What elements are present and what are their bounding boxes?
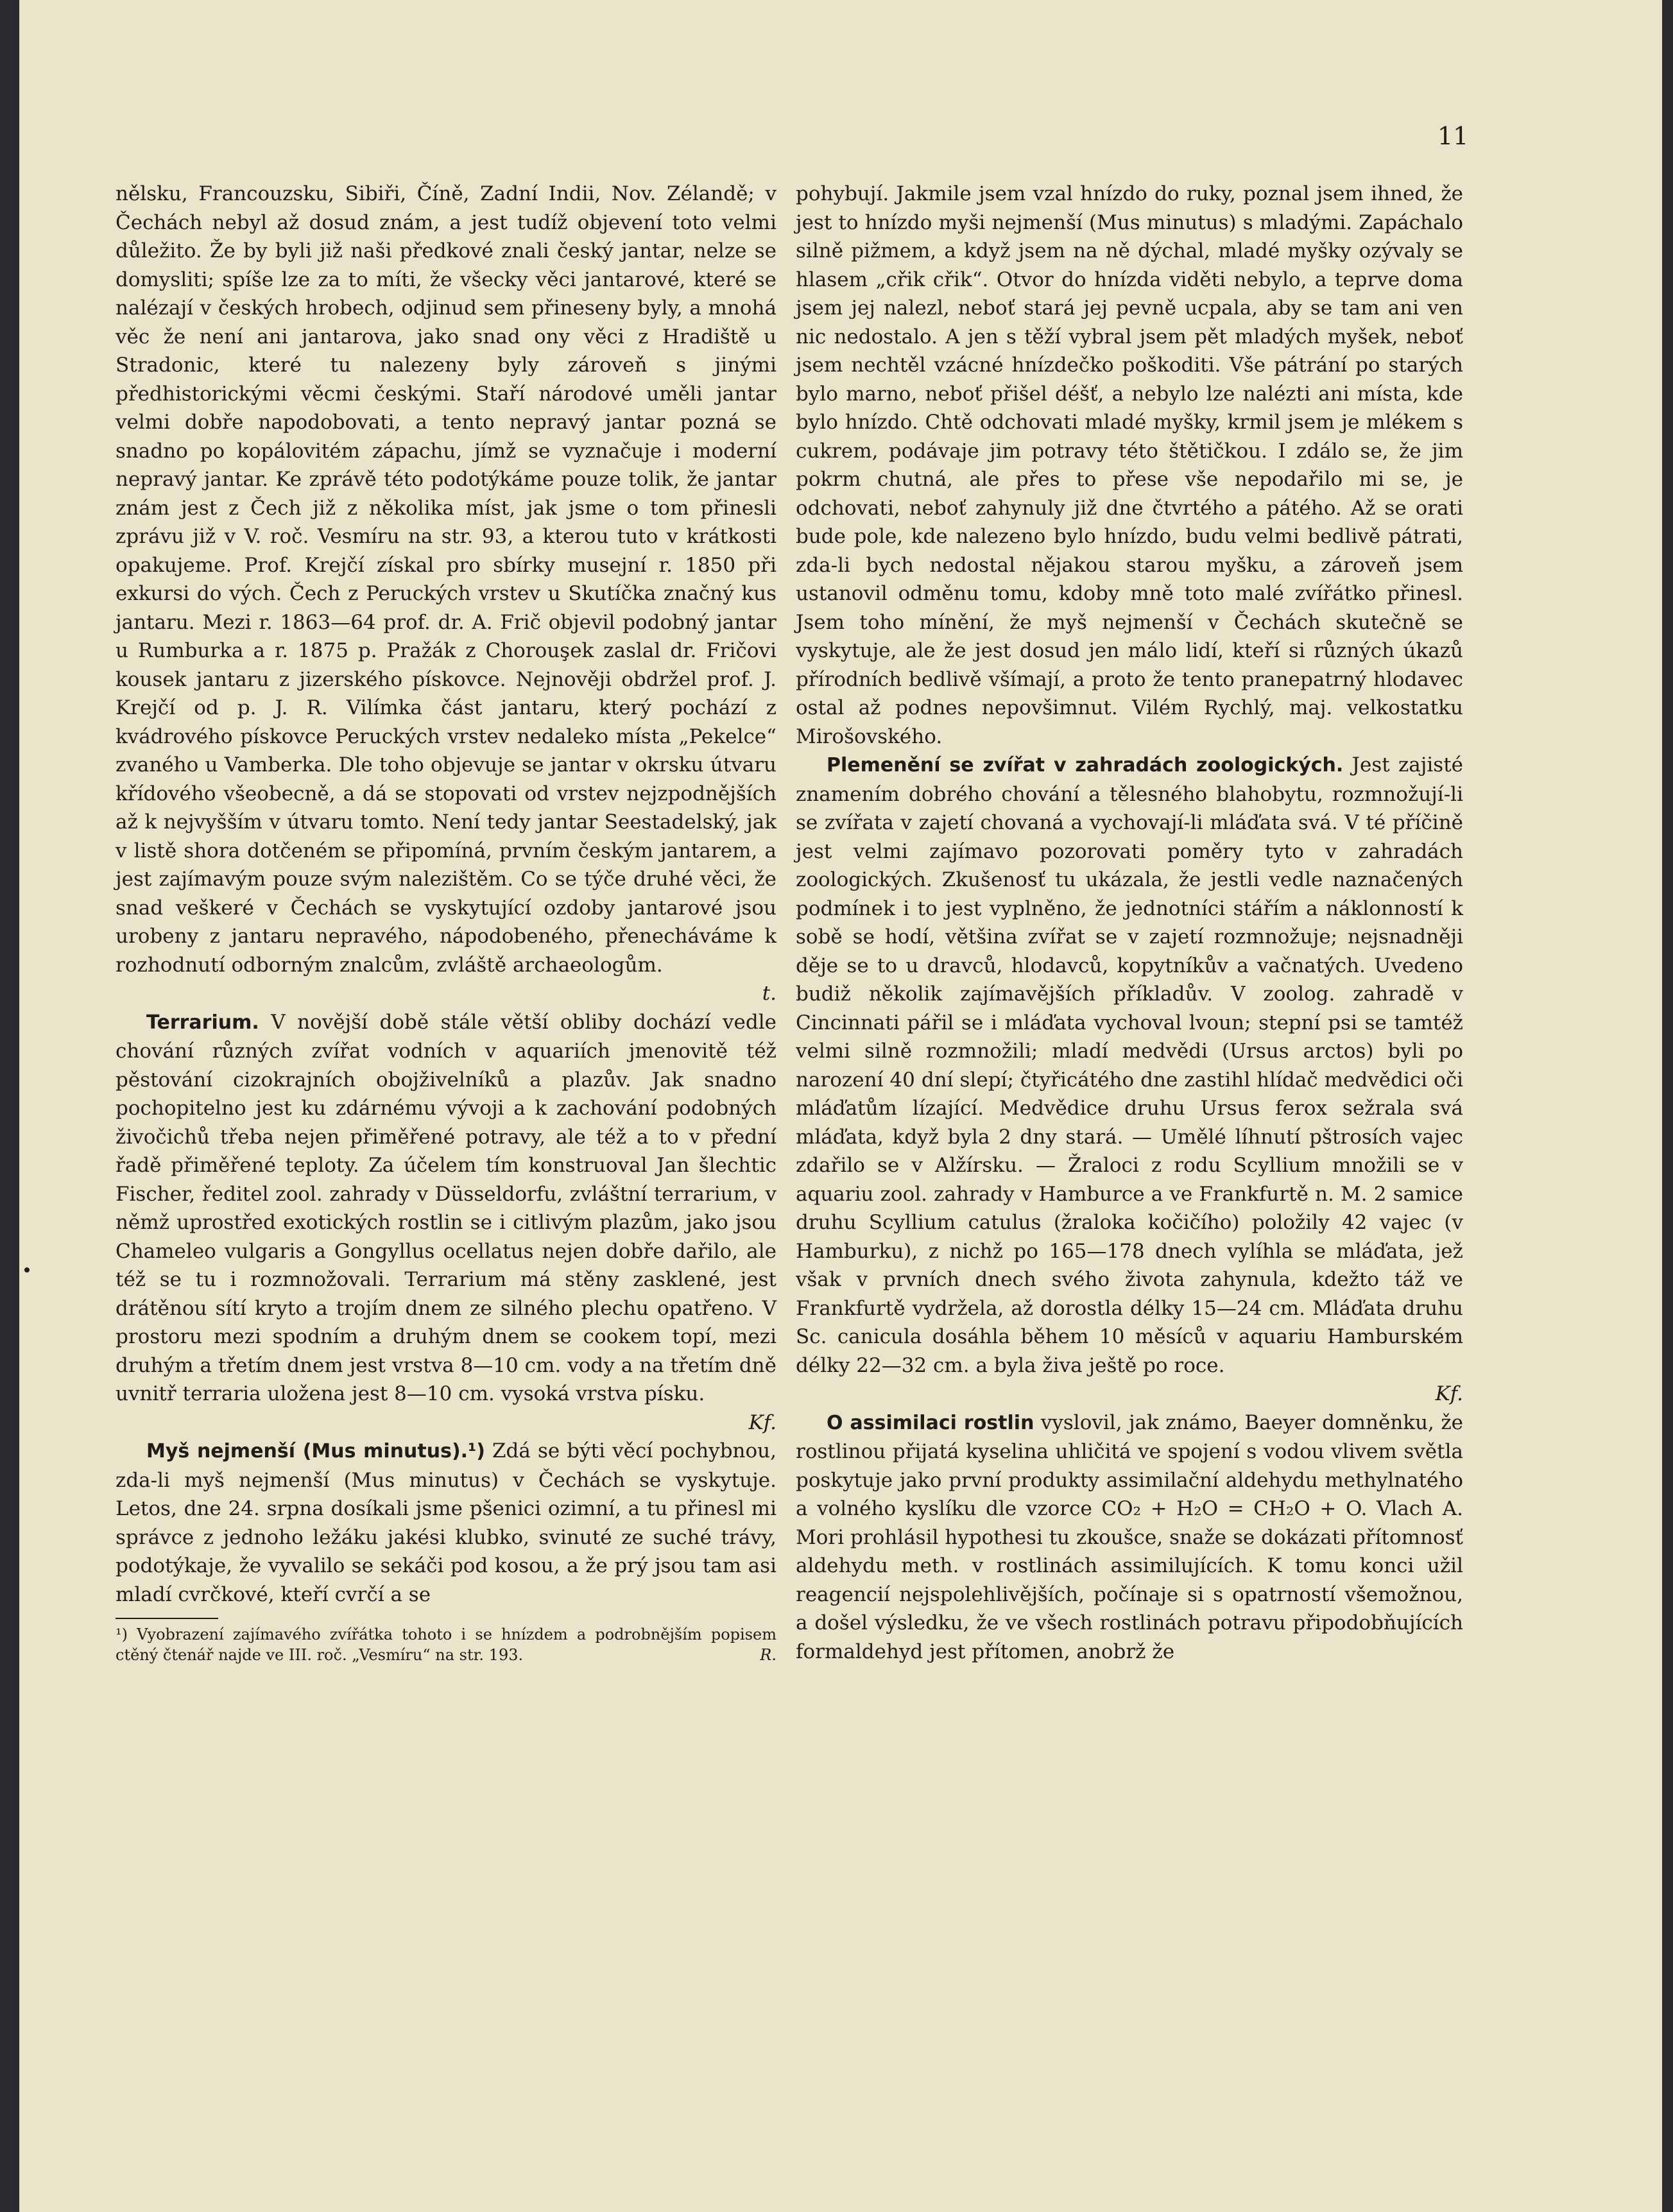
footnote-rule <box>116 1618 218 1619</box>
footnote-signature: R. <box>760 1646 776 1664</box>
mys-heading: Myš nejmenší (Mus minutus).¹) <box>146 1440 485 1462</box>
terrarium-heading: Terrarium. <box>146 1011 259 1034</box>
plemeneni-text: Jest zajisté znamením dobrého chování a tělesného blahobytu, rozmnožují-li se zvířata v zajetí chovaná a vychovají-li mláďata svá. V té příčině jest velmi zajímavo pozorovati poměry tyto v zahradách zoologických. Zkušenosť tu ukázala, že jestli vedle naznačených podmínek i to jest vyplněno, že jednotníci stářím a náklonností k sobě se hodí, většina zvířat se v zajetí rozmnožuje; nejsnadněji děje se to u dravců, hlodavců, kopytníkův a vačnatých. Uvedeno budiž několik zajímavějších příkladův. V zoolog. zahradě v Cincinnati pářil se i mláďata vychoval lvoun; stepní psi se tamtéž velmi silně rozmnožili; mladí medvědi (Ursus arctos) byli po narození 40 dní slepí; čtyřicátého dne zastihl hlídač medvědici oči mláďatům lízající. Medvědice druhu Ursus ferox sežrala svá mláďata, když byla 2 dny stará. — Umělé líhnutí pštrosích vajec zdařilo se v Alžírsku. — Žraloci z rodu Scyllium množili se v aquariu zool. zahrady v Hamburce a ve Frankfurtě n. M. 2 samice druhu Scyllium catulus (žraloka kočičího) položily 42 vajec (v Hamburku), z nichž po 165—178 dnech vylíhla se mláďata, jež však v prvních dnech svého života zahynula, kdežto táž ve Frankfurtě vydržela, až dorostla délky 15—24 cm. Mláďata druhu Sc. canicula dosáhla během 10 měsíců v aquariu Hamburském délky 22—32 cm. a byla živa ještě po roce. <box>796 753 1463 1377</box>
page-number: 11 <box>1437 122 1469 150</box>
jantar-signature: t. <box>762 982 776 1005</box>
left-column <box>116 180 776 1665</box>
plemeneni-heading: Plemenění se zvířat v zahradách zoologických. <box>827 754 1344 776</box>
terrarium-paragraph <box>116 1008 776 1409</box>
terrarium-signature: Kf. <box>748 1410 776 1434</box>
plemeneni-signature: Kf. <box>1435 1382 1463 1405</box>
mys-paragraph <box>116 1437 776 1609</box>
terrarium-text: V novější době stále větší obliby dochází vedle chování různých zvířat vodních v aquariích jmenovitě též pěstování cizokrajních obojživelníků a plazův. Jak snadno pochopitelno jest ku zdárnému vývoji a k zachování podobných živočichů třeba nejen přiměřené potravy, ale též a to v přední řadě přiměřené teploty. Za účelem tím konstruoval Jan šlechtic Fischer, ředitel zool. zahrady v Düsseldorfu, zvláštní terrarium, v němž uprostřed exotických rostlin se i citlivým plazům, jako jsou Chameleo vulgaris a Gongyllus ocellatus nejen dobře dařilo, ale též se tu i rozmnožovali. Terrarium má stěny zasklené, jest drátěnou sítí kryto a trojím dnem ze silného plechu opatřeno. V prostoru mezi spodním a druhým dnem se cookem topí, mezi druhým a třetím dnem jest vrstva 8—10 cm. vody a na třetím dně uvnitř terraria uložena jest 8—10 cm. vysoká vrstva písku. <box>116 1010 776 1405</box>
assimilace-text: vyslovil, jak známo, Baeyer domněnku, že rostlinou přijatá kyselina uhličitá ve spojení s vodou vlivem světla poskytuje jako první produkty assimilační aldehydu methylnatého a volného kyslíku dle vzorce CO₂ + H₂O = CH₂O + O. Vlach A. Mori prohlásil hypothesi tu zkoušce, snaže se dokázati přítomnosť aldehydu meth. v rostlinách assimilujících. K tomu konci užil reagencií nejspolehlivějších, počínaje si s opatrností všemožnou, a došel výsledku, že ve všech rostlinách potravu připodobňujících formaldehyd jest přítomen, anobrž že <box>796 1410 1464 1663</box>
plemeneni-paragraph <box>796 751 1463 1380</box>
mys-text: Zdá se býti věcí pochybnou, zda-li myš nejmenší (Mus minutus) v Čechách se vyskytuje. Letos, dne 24. srpna dosíkali jsme pšenici ozimní, a tu přinesl mi správce z jednoho ležáku jakési klubko, svinuté ze suché trávy, podotýkaje, že vyvalilo se sekáči pod kosou, a že prý jsou tam asi mladí cvrčkové, kteří cvrčí a se <box>116 1439 776 1606</box>
mys-continuation-paragraph: pohybují. Jakmile jsem vzal hnízdo do ruky, poznal jsem ihned, že jest to hnízdo myši nejmenší (Mus minutus) s mladými. Zapáchalo silně pižmem, a když jsem na ně dýchal, mladé myšky ozývaly se hlasem „cřik cřik“. Otvor do hnízda viděti nebylo, a teprve doma jsem jej nalezl, neboť stará jej pevně ucpala, aby se tam ani ven nic nedostalo. A jen s těží vybral jsem pět mladých myšek, neboť jsem nechtěl vzácné hnízdečko poškoditi. Vše pátrání po starých bylo marno, neboť přišel déšť, a nebylo lze nalézti ani místa, kde bylo hnízdo. Chtě odchovati mladé myšky, krmil jsem je mlékem s cukrem, podávaje jim potravy této štětičkou. I zdálo se, že jim pokrm chutná, ale přes to přese vše nepodařilo mi se, je odchovati, neboť zahynuly již dne čtvrtého a pátého. Až se orati bude pole, kde nalezeno bylo hnízdo, budu velmi bedlivě pátrati, zda-li bych nedostal nějakou starou myšku, a zároveň jsem ustanovil odměnu tomu, kdoby mně toto malé zvířátko přinesl. Jsem toho mínění, že myš nejmenší v Čechách skutečně se vyskytuje, ale že jest dosud jen málo lidí, kteří si různých úkazů přírodních bedlivě všímají, a proto že tento pranepatrný hlodavec ostal až podnes nepovšimnut. Vilém Rychlý, maj. velkostatku Mirošovského. <box>796 182 1463 748</box>
assimilace-heading: O assimilaci rostlin <box>827 1411 1034 1434</box>
jantar-paragraph: nělsku, Francouzsku, Sibiři, Číně, Zadní Indii, Nov. Zélandě; v Čechách nebyl až dosud znám, a jest tudíž objevení toto velmi důležito. Že by byli již naši předkové znali český jantar, nelze se domysliti; spíše lze za to míti, že všecky věci jantarové, které se nalézají v českých hrobech, odjinud sem přineseny byly, a mnohá věc že není ani jantarova, jako snad ony věci z Hradiště u Stradonic, které tu nalezeny byly zároveň s jinými předhistorickými věcmi českými. Staří národové uměli jantar velmi dobře napodobovati, a tento nepravý jantar pozná se snadno po kopálovitém zápachu, jímž se vyznačuje i moderní nepravý jantar. Ke zprávě této podotýkáme pouze tolik, že jantar znám jest z Čech již z několika míst, jak jsme o tom přinesli zprávu již v V. roč. Vesmíru na str. 93, a kterou tuto v krátkosti opakujeme. Prof. Krejčí získal pro sbírky musejní r. 1850 při exkursi do vých. Čech z Peruckých vrstev u Skutíčka značný kus jantaru. Mezi r. 1863—64 prof. dr. A. Frič objevil podobný jantar u Rumburka a r. 1875 p. Pražák z Chorouşek zaslal dr. Fričovi kousek jantaru z jizerského pískovce. Nejnověji obdržel prof. J. Krejčí od p. J. R. Vilímka část jantaru, který pochází z kvádrového pískovce Peruckých vrstev nedaleko místa „Pekelce“ zvaného u Vamberka. Dle toho objevuje se jantar v okrsku útvaru křídového všeobecně, a dá se stopovati od vrstev nejzpodnějších až k nejvyšším v útvaru tomto. Není tedy jantar Seestadelský, jak v listě shora dotčeném se připomíná, prvním českým jantarem, a jest zajímavým pouze svým nalezištěm. Co se týče druhé věci, že snad veškeré v Čechách se vyskytující ozdoby jantarové jsou urobeny z jantaru nepravého, nápodobeného, přenecháváme k rozhodnutí odborným znalcům, zvláště archaeologům. <box>116 182 776 977</box>
margin-dot <box>24 1267 30 1273</box>
right-column <box>796 180 1463 1666</box>
footnote <box>116 1624 776 1665</box>
assimilace-paragraph <box>796 1409 1463 1667</box>
footnote-text: ¹) Vyobrazení zajímavého zvířátka tohoto i se hnízdem a podrobnějším popisem ctěný čtenář najde ve III. roč. „Vesmíru“ na str. 193. <box>116 1625 776 1664</box>
scanned-page <box>19 0 1662 2212</box>
